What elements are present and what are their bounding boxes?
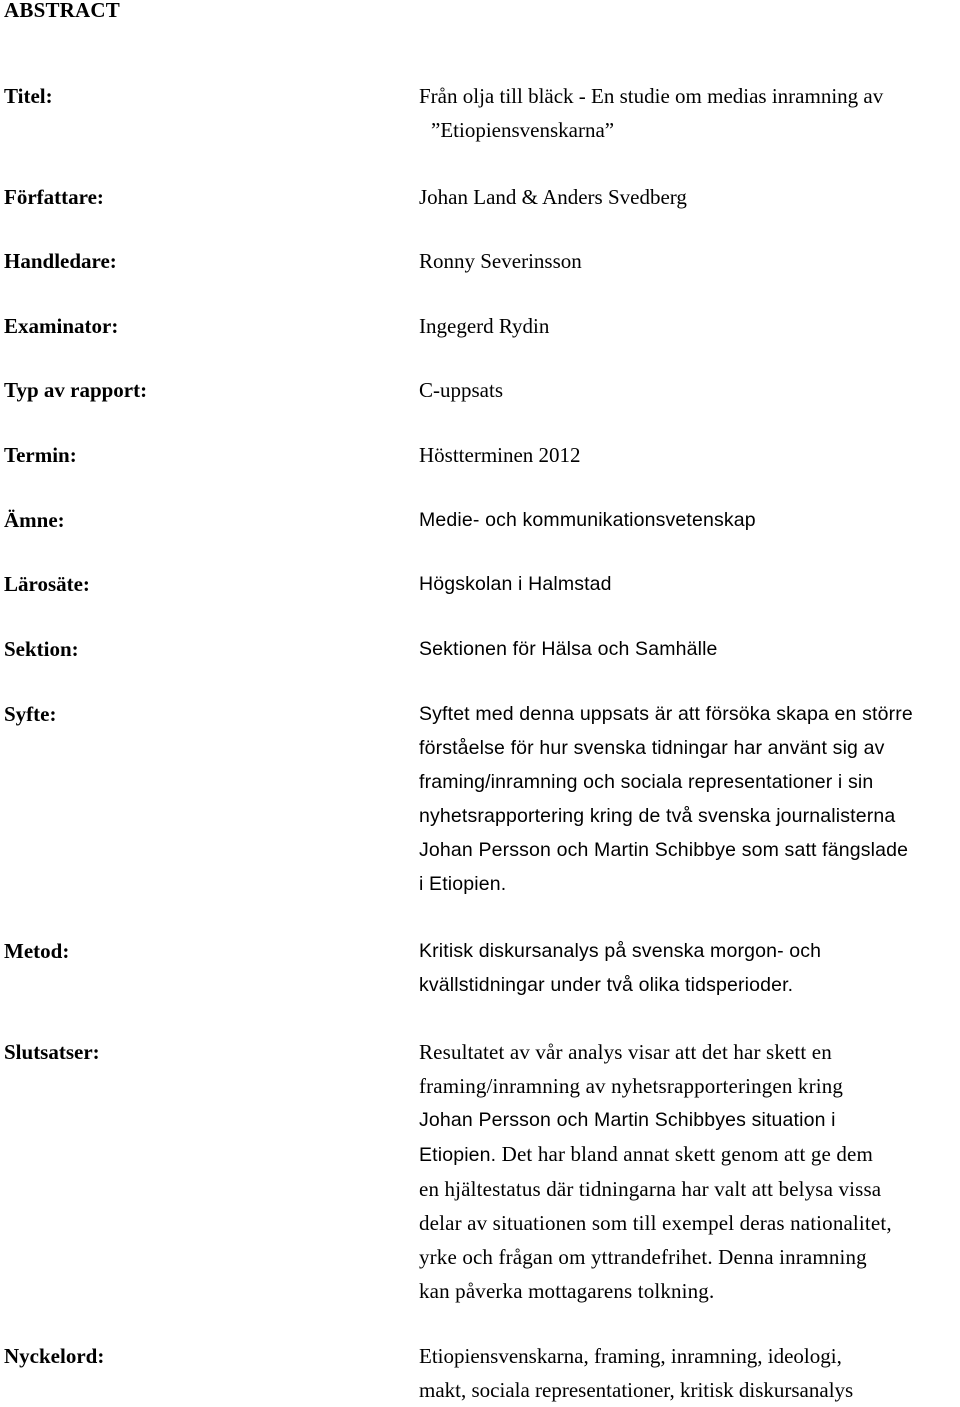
metod-line: Kritisk diskursanalys på svenska morgon- och (419, 940, 822, 962)
slutsatser-line: Johan Persson och Martin Schibbyes situation i (419, 1109, 836, 1131)
slutsatser-line: framing/inramning av nyhetsrapporteringen kring (419, 1074, 844, 1098)
typ-value: C-uppsats (419, 378, 503, 402)
slutsatser-segment: Etiopien. (419, 1144, 497, 1166)
syfte-line: Syftet med denna uppsats är att försöka skapa en större (419, 703, 913, 725)
syfte-line: i Etiopien. (419, 873, 507, 895)
slutsatser-line: en hjältestatus där tidningarna har valt att belysa vissa (419, 1177, 882, 1201)
slutsatser-value (419, 1035, 960, 1308)
larosate-value: Högskolan i Halmstad (419, 573, 612, 595)
termin-value: Höstterminen 2012 (419, 443, 581, 467)
sektion-value: Sektionen för Hälsa och Samhälle (419, 638, 718, 660)
amne-label: Ämne: (4, 508, 65, 532)
slutsatser-segment: Det har bland annat skett genom att ge dem (496, 1142, 873, 1166)
syfte-label: Syfte: (4, 702, 57, 726)
forfattare-value: Johan Land & Anders Svedberg (419, 185, 687, 209)
sektion-label: Sektion: (4, 637, 79, 661)
titel-line-2: ”Etiopiensvenskarna” (431, 118, 615, 142)
nyckelord-line: Etiopiensvenskarna, framing, inramning, ideologi, (419, 1344, 842, 1368)
slutsatser-line: Resultatet av vår analys visar att det har skett en (419, 1040, 832, 1064)
titel-value (419, 79, 960, 147)
slutsatser-line: delar av situationen som till exempel deras nationalitet, (419, 1211, 892, 1235)
slutsatser-line-mixed (419, 1137, 960, 1172)
metod-label: Metod: (4, 939, 70, 963)
handledare-label: Handledare: (4, 249, 117, 273)
larosate-label: Lärosäte: (4, 572, 90, 596)
slutsatser-label: Slutsatser: (4, 1040, 100, 1064)
page-heading: ABSTRACT (4, 0, 120, 22)
syfte-line: framing/inramning och sociala representationer i sin (419, 771, 874, 793)
syfte-value (419, 697, 960, 901)
typ-label: Typ av rapport: (4, 378, 148, 402)
nyckelord-value (419, 1339, 960, 1407)
slutsatser-line: yrke och frågan om yttrandefrihet. Denna inramning (419, 1245, 867, 1269)
metod-line: kvällstidningar under två olika tidsperioder. (419, 974, 794, 996)
handledare-value: Ronny Severinsson (419, 249, 582, 273)
nyckelord-label: Nyckelord: (4, 1344, 105, 1368)
slutsatser-line: kan påverka mottagarens tolkning. (419, 1279, 715, 1303)
amne-value: Medie- och kommunikationsvetenskap (419, 509, 756, 531)
syfte-line: Johan Persson och Martin Schibbye som satt fängslade (419, 839, 909, 861)
titel-line-1: Från olja till bläck - En studie om medias inramning av (419, 84, 884, 108)
nyckelord-line: makt, sociala representationer, kritisk diskursanalys (419, 1378, 854, 1402)
termin-label: Termin: (4, 443, 77, 467)
titel-label: Titel: (4, 84, 53, 108)
syfte-line: nyhetsrapportering kring de två svenska journalisterna (419, 805, 896, 827)
metod-value (419, 934, 960, 1002)
examinator-value: Ingegerd Rydin (419, 314, 550, 338)
forfattare-label: Författare: (4, 185, 104, 209)
examinator-label: Examinator: (4, 314, 119, 338)
syfte-line: förståelse för hur svenska tidningar har använt sig av (419, 737, 885, 759)
